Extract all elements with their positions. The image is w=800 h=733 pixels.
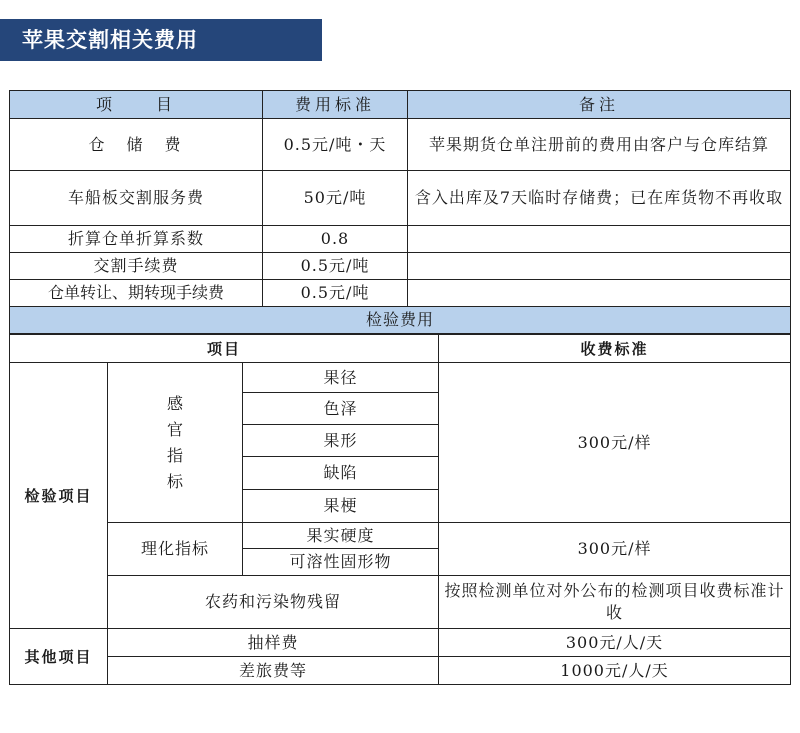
residue-label: 农药和污染物残留	[108, 576, 439, 629]
sensory-label	[108, 363, 243, 523]
fee-note	[408, 280, 791, 307]
fee-standard: 0.8	[263, 226, 408, 253]
sensory-item: 果径	[243, 363, 439, 393]
fee-standard: 0.5元/吨	[263, 253, 408, 280]
fees-table	[9, 90, 791, 334]
other-item: 差旅费等	[108, 657, 439, 685]
fee-item: 仓 储 费	[10, 119, 263, 171]
header-note: 备注	[408, 91, 791, 119]
fee-note: 含入出库及7天临时存储费；已在库货物不再收取	[408, 171, 791, 226]
other-item: 抽样费	[108, 629, 439, 657]
sensory-item: 果梗	[243, 490, 439, 523]
fee-item: 交割手续费	[10, 253, 263, 280]
section-row	[10, 307, 791, 334]
fee-note	[408, 253, 791, 280]
physchem-fee: 300元/样	[439, 523, 791, 576]
physchem-item: 可溶性固形物	[243, 549, 439, 576]
inspection-table	[9, 334, 791, 685]
header-item: 项目	[10, 335, 439, 363]
physchem-label: 理化指标	[108, 523, 243, 576]
fee-item: 折算仓单折算系数	[10, 226, 263, 253]
header-item: 项 目	[10, 91, 263, 119]
other-label: 其他项目	[10, 629, 108, 685]
other-fee: 1000元/人/天	[439, 657, 791, 685]
fee-note	[408, 226, 791, 253]
table-row	[10, 171, 791, 226]
fees-header-row	[10, 91, 791, 119]
table-row	[10, 280, 791, 307]
table-row	[10, 119, 791, 171]
fee-item: 车船板交割服务费	[10, 171, 263, 226]
table-row	[10, 523, 791, 549]
other-fee: 300元/人/天	[439, 629, 791, 657]
fee-note: 苹果期货仓单注册前的费用由客户与仓库结算	[408, 119, 791, 171]
sensory-label-char: 感	[166, 393, 183, 413]
table-row	[10, 576, 791, 629]
table-row	[10, 363, 791, 393]
sensory-item: 色泽	[243, 393, 439, 425]
table-row	[10, 657, 791, 685]
header-standard: 收费标准	[439, 335, 791, 363]
sensory-item: 果形	[243, 425, 439, 457]
sensory-fee: 300元/样	[439, 363, 791, 523]
sensory-label-char: 标	[166, 471, 183, 491]
fee-standard: 0.5元/吨	[263, 280, 408, 307]
page-title: 苹果交割相关费用	[0, 19, 322, 61]
residue-fee: 按照检测单位对外公布的检测项目收费标准计收	[439, 576, 791, 629]
sensory-label-char: 官	[166, 419, 183, 439]
fee-standard: 50元/吨	[263, 171, 408, 226]
table-row	[10, 629, 791, 657]
section-label: 检验费用	[10, 307, 791, 334]
table-row	[10, 226, 791, 253]
fee-standard: 0.5元/吨・天	[263, 119, 408, 171]
group-label: 检验项目	[10, 363, 108, 629]
physchem-item: 果实硬度	[243, 523, 439, 549]
sensory-label-char: 指	[166, 445, 183, 465]
inspection-header-row	[10, 335, 791, 363]
sensory-item: 缺陷	[243, 457, 439, 490]
table-row	[10, 253, 791, 280]
fee-item: 仓单转让、期转现手续费	[10, 280, 263, 307]
header-standard: 费用标准	[263, 91, 408, 119]
